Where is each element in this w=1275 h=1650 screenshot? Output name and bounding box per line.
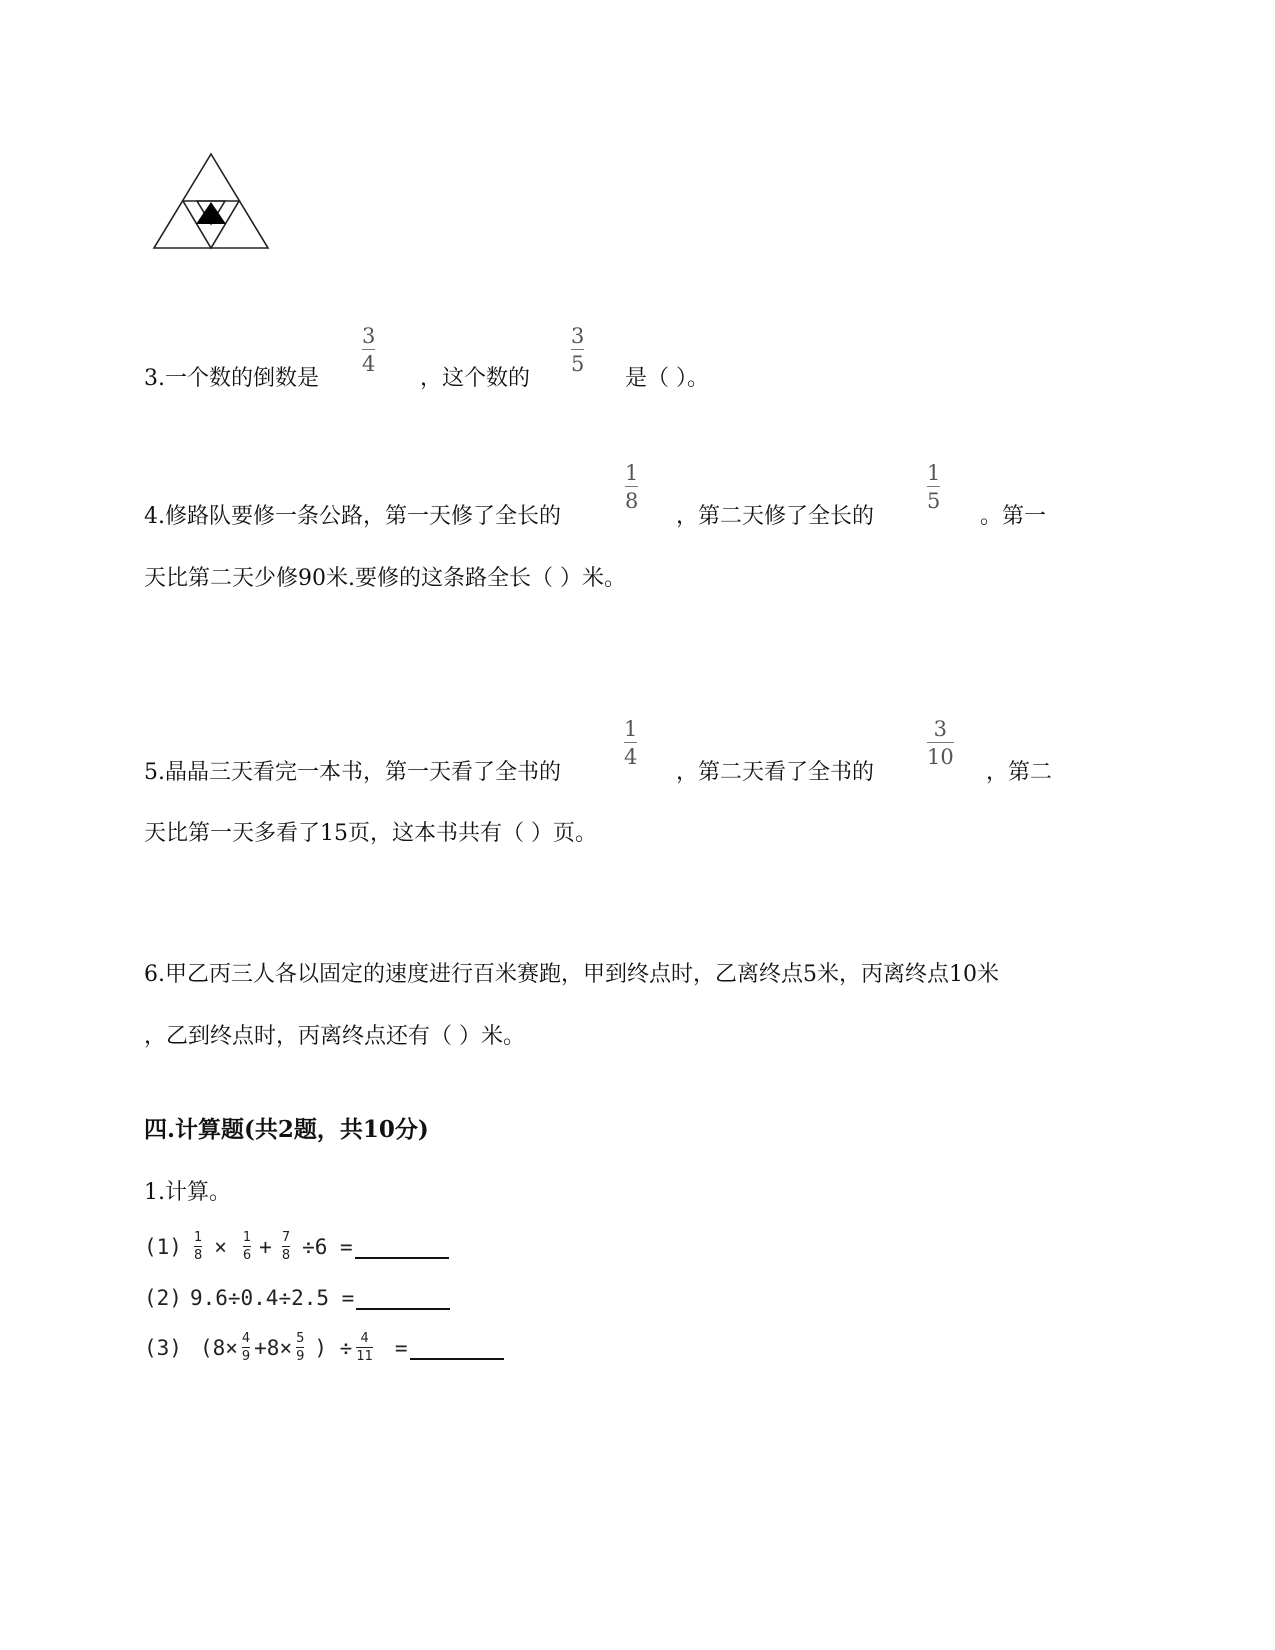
q5-line-2: 天比第一天多看了15页，这本书共有（ ）页。 [144, 821, 597, 846]
section-heading: 四.计算题(共2题，共10分) [144, 1116, 429, 1143]
q4-text-2: ，第二天修了全长的 [676, 504, 875, 529]
calc-1 [144, 1231, 449, 1262]
answer-blank[interactable] [355, 1235, 449, 1259]
q5-text-1: 5.晶晶三天看完一本书，第一天看了全书的 [144, 760, 561, 785]
q1-title: 1.计算。 [144, 1180, 231, 1205]
denominator: 4 [362, 352, 376, 376]
q5-fraction-1 [624, 718, 637, 768]
calc-1-label: (1) [144, 1234, 182, 1259]
q3-text-2: ，这个数的 [420, 366, 531, 391]
q3-fraction-2 [571, 325, 584, 375]
operator: × [214, 1234, 227, 1259]
calc-3-part-2: +8× [254, 1335, 293, 1360]
q3-text-3: 是（ ）。 [625, 366, 709, 391]
triangle-figure [150, 150, 274, 252]
calc-2-expression: 9.6÷0.4÷2.5 = [189, 1286, 355, 1310]
q6-line-2: ，乙到终点时，丙离终点还有（ ）米。 [144, 1024, 525, 1049]
numerator: 1 [624, 717, 638, 741]
calc-2-label: (2) [144, 1286, 182, 1310]
q3-fraction-1 [362, 325, 375, 375]
equals-sign: = [394, 1335, 408, 1360]
q3-text-1: 3.一个数的倒数是 [144, 366, 319, 391]
fraction: 4 9 [241, 1331, 251, 1364]
fraction: 1 8 [193, 1230, 203, 1263]
calc-3-part-1: (8× [199, 1335, 238, 1360]
denominator: 8 [625, 489, 639, 513]
fraction: 7 8 [281, 1230, 291, 1263]
q6-line-1: 6.甲乙丙三人各以固定的速度进行百米赛跑，甲到终点时，乙离终点5米，丙离终点10米 [144, 962, 999, 987]
calc-2 [144, 1286, 450, 1310]
answer-blank[interactable] [410, 1336, 504, 1360]
calc-3 [144, 1332, 504, 1363]
calc-3-part-3: ) ÷ [314, 1335, 353, 1360]
q5-text-3: ，第二 [986, 760, 1053, 785]
q5-text-2: ，第二天看了全书的 [676, 760, 875, 785]
denominator: 4 [624, 745, 638, 769]
denominator: 5 [927, 489, 941, 513]
q4-text-3: 。第一 [980, 504, 1047, 529]
numerator: 3 [933, 717, 948, 741]
answer-blank[interactable] [356, 1286, 450, 1310]
q4-text-1: 4.修路队要修一条公路，第一天修了全长的 [144, 504, 561, 529]
calc-3-label: (3) [144, 1335, 182, 1360]
denominator: 5 [571, 352, 585, 376]
q4-fraction-2 [927, 462, 940, 512]
numerator: 1 [625, 461, 639, 485]
q4-fraction-1 [625, 462, 638, 512]
q5-fraction-2 [927, 718, 954, 768]
numerator: 3 [362, 324, 376, 348]
q4-line-2: 天比第二天少修90米.要修的这条路全长（ ）米。 [144, 566, 626, 591]
numerator: 1 [927, 461, 941, 485]
fraction: 5 9 [296, 1331, 305, 1364]
denominator: 10 [927, 745, 954, 769]
numerator: 3 [571, 324, 585, 348]
fraction: 1 6 [242, 1230, 252, 1263]
operator: + [259, 1234, 272, 1259]
fraction: 4 11 [356, 1331, 373, 1364]
calc-1-tail: ÷6 = [302, 1234, 353, 1259]
